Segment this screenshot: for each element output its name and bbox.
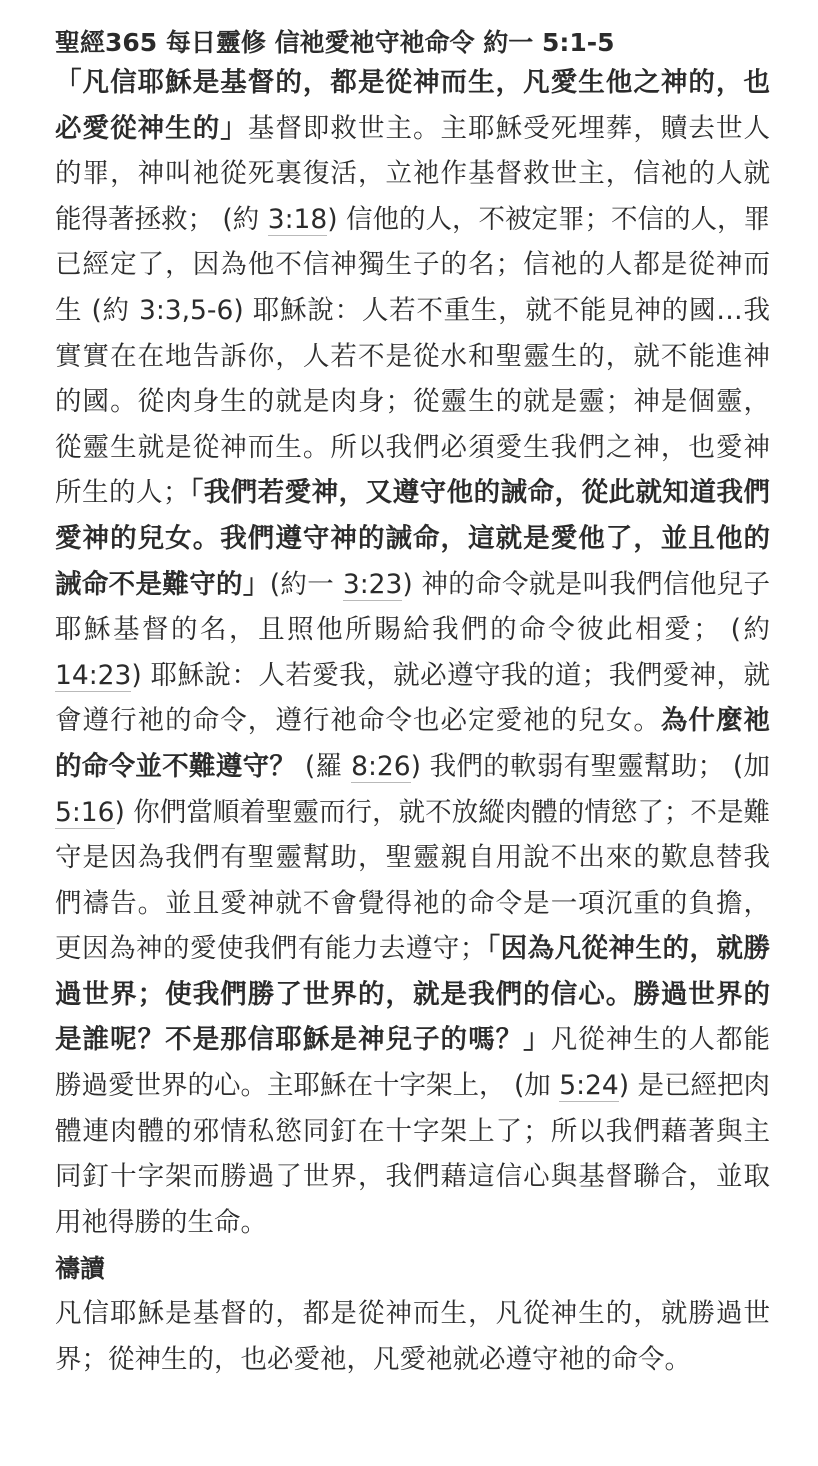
body-text-segment: (約一 <box>269 568 343 600</box>
body-text-segment: ) 是已經把肉體連肉體的邪情私慾同釘在十字架上了；所以我們藉著與主同釘十字架而勝過了世界，我們藉這信心與基督聯合，並取用祂得勝的生命。 <box>55 1070 771 1238</box>
body-text-segment: 基督即救世主。主耶穌受死埋葬，贖去世人的罪，神叫祂從死裏復活，立祂作基督救世主，信祂的人就能得著拯救； (約 <box>55 112 771 235</box>
body-text-segment: ) 你們當順着聖靈而行，就不放縱肉體的情慾了；不是難守是因為我們有聖靈幫助，聖靈親自用說不出來的歎息替我們禱告。並且愛神就不會覺得祂的命令是一項沉重的負擔，更因為神的愛使我們有能力去遵守； <box>55 796 770 965</box>
scripture-reference-link[interactable]: 5:24 <box>559 1070 619 1102</box>
prayer-text: 凡信耶穌是基督的，都是從神而生，凡從神生的，就勝過世界；從神生的，也必愛祂，凡愛祂就必遵守祂的命令。 <box>55 1298 770 1376</box>
bold-scripture-quote: 「凡信耶穌是基督的，都是從神而生，凡愛生他之神的，也必愛從神生的」 <box>55 67 770 144</box>
devotional-body <box>55 60 770 1245</box>
bold-scripture-quote: 「因為凡從神生的，就勝過世界；使我們勝了世界的，就是我們的信心。勝過世界的是誰呢？不是那信耶穌是神兒子的嗎？」 <box>55 933 771 1056</box>
body-text-segment: ) 神的命令就是叫我們信他兒子耶穌基督的名，且照他所賜給我們的命令彼此相愛； (約 <box>55 568 771 646</box>
devotional-title: 聖經365 每日靈修 信祂愛祂守祂命令 約一 5:1-5 <box>55 28 615 57</box>
scripture-reference-link[interactable]: 5:16 <box>55 796 115 828</box>
body-text-segment: ) 耶穌說：人若愛我，就必遵守我的道；我們愛神，就會遵行祂的命令，遵行祂命令也必定愛祂的兒女。 <box>55 659 770 737</box>
body-text-segment: 凡從神生的人都能勝過愛世界的心。主耶穌在十字架上， (加 <box>55 1024 771 1102</box>
body-text-segment: (羅 <box>296 750 352 782</box>
body-text-segment: ) 信他的人，不被定罪；不信的人，罪已經定了，因為他不信神獨生子的名；信祂的人都是從神而生 (約 3:3,5-6) 耶穌說：人若不重生，就不能見神的國…我實實在在地告訴你，人若不是從水和聖靈生的，就不能進神的國。從肉身生的就是肉身；從靈生的就是靈；神是個靈，從靈生就是從神而生。所以我們必須愛生我們之神，也愛神所生的人； <box>55 203 771 509</box>
scripture-reference-link[interactable]: 14:23 <box>55 659 132 691</box>
scripture-reference-link[interactable]: 3:23 <box>342 568 403 600</box>
prayer-heading: 禱讀 <box>55 1254 106 1284</box>
bold-scripture-quote: 為什麼祂的命令並不難遵守？ <box>55 705 771 782</box>
scripture-reference-link[interactable]: 8:26 <box>351 750 411 782</box>
bold-scripture-quote: 「我們若愛神，又遵守他的誡命，從此就知道我們愛神的兒女。我們遵守神的誡命，這就是愛他了，並且他的誡命不是難守的」 <box>55 477 771 600</box>
body-text-segment: ) 我們的軟弱有聖靈幫助； (加 <box>410 750 771 782</box>
scripture-reference-link[interactable]: 3:18 <box>267 203 328 235</box>
devotional-page <box>55 26 770 1383</box>
